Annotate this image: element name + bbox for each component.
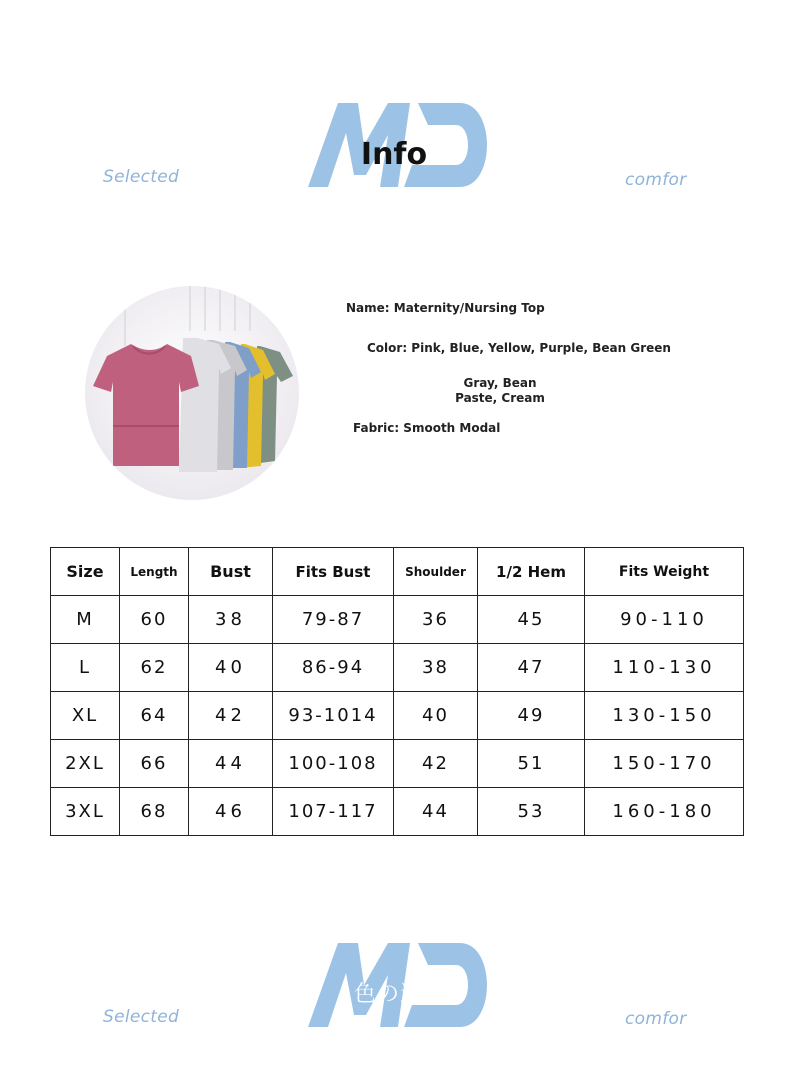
product-name: Name: Maternity/Nursing Top xyxy=(346,301,545,315)
cell-fits-bust: 100-108 xyxy=(273,740,394,788)
table-row xyxy=(51,692,744,740)
product-colors-continued xyxy=(440,376,560,406)
cell-fits-bust: 107-117 xyxy=(273,788,394,836)
cell-length: 62 xyxy=(120,644,189,692)
right-word: comfor xyxy=(625,170,687,190)
cell-fits-weight: 150-170 xyxy=(585,740,744,788)
cell-length: 64 xyxy=(120,692,189,740)
table-row xyxy=(51,596,744,644)
product-fabric: Fabric: Smooth Modal xyxy=(353,421,501,435)
page-title: Info xyxy=(360,137,428,172)
header-shoulder: Shoulder xyxy=(394,548,478,596)
cell-fits-bust: 86-94 xyxy=(273,644,394,692)
cell-half-hem: 51 xyxy=(478,740,585,788)
cell-fits-weight: 110-130 xyxy=(585,644,744,692)
cell-length: 68 xyxy=(120,788,189,836)
cell-half-hem: 53 xyxy=(478,788,585,836)
cell-fits-weight: 90-110 xyxy=(585,596,744,644)
cell-size: XL xyxy=(51,692,120,740)
color-selection-title: 色の選択 xyxy=(353,982,446,1007)
cell-shoulder: 36 xyxy=(394,596,478,644)
cell-fits-bust: 93-1014 xyxy=(273,692,394,740)
cell-half-hem: 47 xyxy=(478,644,585,692)
cell-shoulder: 38 xyxy=(394,644,478,692)
cell-bust: 38 xyxy=(189,596,273,644)
cell-size: 2XL xyxy=(51,740,120,788)
product-photo xyxy=(85,286,300,501)
cell-bust: 42 xyxy=(189,692,273,740)
cell-shoulder: 40 xyxy=(394,692,478,740)
cell-size: L xyxy=(51,644,120,692)
cell-shoulder: 42 xyxy=(394,740,478,788)
table-row xyxy=(51,788,744,836)
cell-bust: 46 xyxy=(189,788,273,836)
header-fits-bust: Fits Bust xyxy=(273,548,394,596)
product-colors: Color: Pink, Blue, Yellow, Purple, Bean Green xyxy=(367,341,671,355)
cell-length: 60 xyxy=(120,596,189,644)
left-word: Selected xyxy=(103,1007,180,1027)
cell-shoulder: 44 xyxy=(394,788,478,836)
cell-fits-weight: 160-180 xyxy=(585,788,744,836)
cell-bust: 44 xyxy=(189,740,273,788)
left-word: Selected xyxy=(103,167,180,187)
cell-length: 66 xyxy=(120,740,189,788)
header-banner xyxy=(0,95,792,205)
product-colors-line2b: Paste, Cream xyxy=(455,391,545,405)
cell-size: M xyxy=(51,596,120,644)
footer-banner xyxy=(0,935,792,1045)
right-word: comfor xyxy=(625,1009,687,1029)
cell-size: 3XL xyxy=(51,788,120,836)
cell-half-hem: 45 xyxy=(478,596,585,644)
cell-half-hem: 49 xyxy=(478,692,585,740)
header-bust: Bust xyxy=(189,548,273,596)
cell-fits-weight: 130-150 xyxy=(585,692,744,740)
header-half-hem: 1/2 Hem xyxy=(478,548,585,596)
header-fits-weight: Fits Weight xyxy=(585,548,744,596)
product-colors-line2a: Gray, Bean xyxy=(463,376,537,390)
table-row xyxy=(51,644,744,692)
cell-bust: 40 xyxy=(189,644,273,692)
header-length: Length xyxy=(120,548,189,596)
cell-fits-bust: 79-87 xyxy=(273,596,394,644)
table-row xyxy=(51,740,744,788)
table-header-row xyxy=(51,548,744,596)
size-table xyxy=(50,547,744,836)
header-size: Size xyxy=(51,548,120,596)
